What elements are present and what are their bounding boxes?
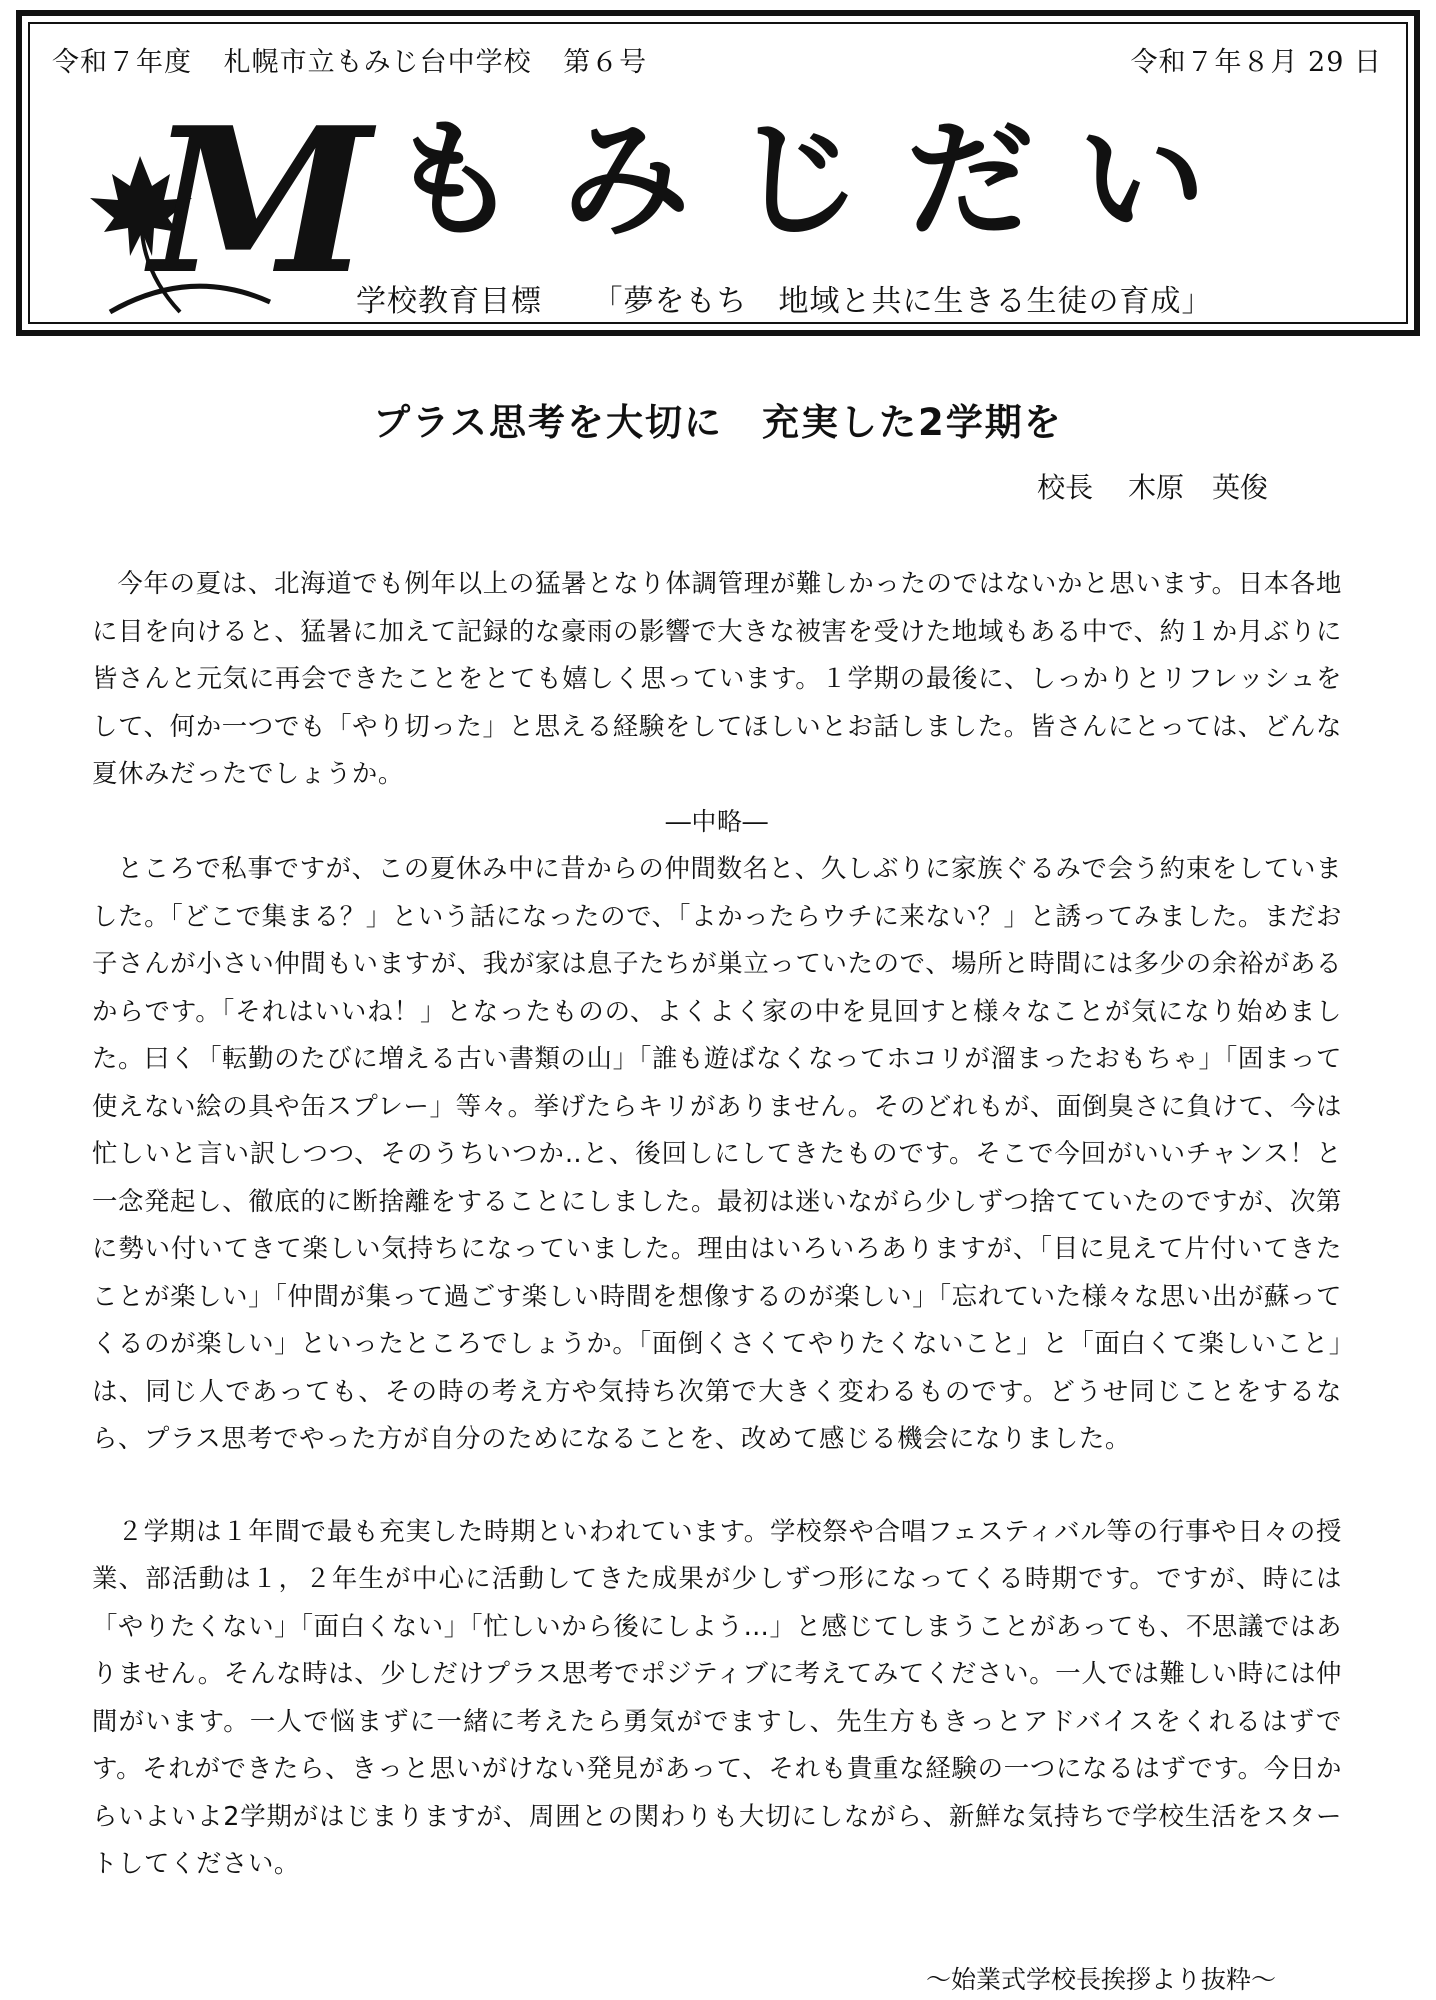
issue-date: 令和７年８月 29 日 [1130,47,1382,78]
masthead-inner-frame [28,22,1408,324]
author-role: 校長 [1037,471,1094,504]
paragraph-summer: 今年の夏は、北海道でも例年以上の猛暑となり体調管理が難しかったのではないかと思います。日本各地に目を向けると、猛暑に加えて記録的な豪雨の影響で大きな被害を受けた地域もある中で、約１か月ぶりに皆さんと元気に再会できたことをとても嬉しく思っています。１学期の最後に、しっかりとリフレッシュをして、何か一つでも「やり切った」と思える経験をしてほしいとお話しました。皆さんにとっては、どんな夏休みだったでしょうか。 [92,568,1342,788]
maple-leaf-logo [70,84,372,326]
issue-meta [52,40,669,79]
newsletter-title: もみじだい [390,105,1251,255]
school-goal-label: 学校教育目標 [356,284,542,319]
masthead [16,10,1420,336]
school-name: 札幌市立もみじ台中学校 [223,47,532,78]
school-goal-text: 「夢をもち 地域と共に生きる生徒の育成」 [592,284,1213,319]
omission-mark: ―中略― [665,806,769,836]
school-year: 令和７年度 [52,47,192,78]
article-source: ～始業式学校長挨拶より抜粋～ [925,1965,1276,1994]
article-byline [1011,466,1268,506]
article-body [92,560,1342,1888]
paragraph-decluttering: ところで私事ですが、この夏休み中に昔からの仲間数名と、久しぶりに家族ぐるみで会う約束をしていました。「どこで集まる？」という話になったので、「よかったらウチに来ない？」と誘ってみました。まだお子さんが小さい仲間もいますが、我が家は息子たちが巣立っていたので、場所と時間には多少の余裕があるからです。「それはいいね！」となったものの、よくよく家の中を見回すと様々なことが気になり始めました。曰く「転勤のたびに増える古い書類の山」「誰も遊ばなくなってホコリが溜まったおもちゃ」「固まって使えない絵の具や缶スプレー」等々。挙げたらキリがありません。そのどれもが、面倒臭さに負けて、今は忙しいと言い訳しつつ、そのうちいつか‥と、後回しにしてきたものです。そこで今回がいいチャンス！と一念発起し、徹底的に断捨離をすることにしました。最初は迷いながら少しずつ捨てていたのですが、次第に勢い付いてきて楽しい気持ちになっていました。理由はいろいろありますが、「目に見えて片付いてきたことが楽しい」「仲間が集って過ごす楽しい時間を想像するのが楽しい」「忘れていた様々な思い出が蘇ってくるのが楽しい」といったところでしょうか。「面倒くさくてやりたくないこと」と「面白くて楽しいこと」は、同じ人であっても、その時の考え方や気持ち次第で大きく変わるものです。どうせ同じことをするなら、プラス思考でやった方が自分のためになることを、改めて感じる機会になりました。 [92,853,1342,1453]
author-name: 木原 英俊 [1127,471,1268,504]
paragraph-spacer [92,1463,1342,1508]
paragraph-second-term: ２学期は１年間で最も充実した時期といわれています。学校祭や合唱フェスティバル等の行事や日々の授業、部活動は１，２年生が中心に活動してきた成果が少しずつ形になってくる時期です。ですが、時には「やりたくない」「面白くない」「忙しいから後にしよう…」と感じてしまうことがあっても、不思議ではありません。そんな時は、少しだけプラス思考でポジティブに考えてみてください。一人では難しい時には仲間がいます。一人で悩まずに一緒に考えたら勇気がでますし、先生方もきっとアドバイスをくれるはずです。それができたら、きっと思いがけない発見があって、それも貴重な経験の一つになるはずです。今日からいよいよ2学期がはじまりますが、周囲との関わりも大切にしながら、新鮮な気持ちで学校生活をスタートしてください。 [92,1515,1342,1878]
article-headline: プラス思考を大切に 充実した2学期を [373,401,1063,444]
logo-letter: M [150,84,372,319]
issue-number: 第６号 [563,47,648,78]
school-goal [356,276,1213,320]
